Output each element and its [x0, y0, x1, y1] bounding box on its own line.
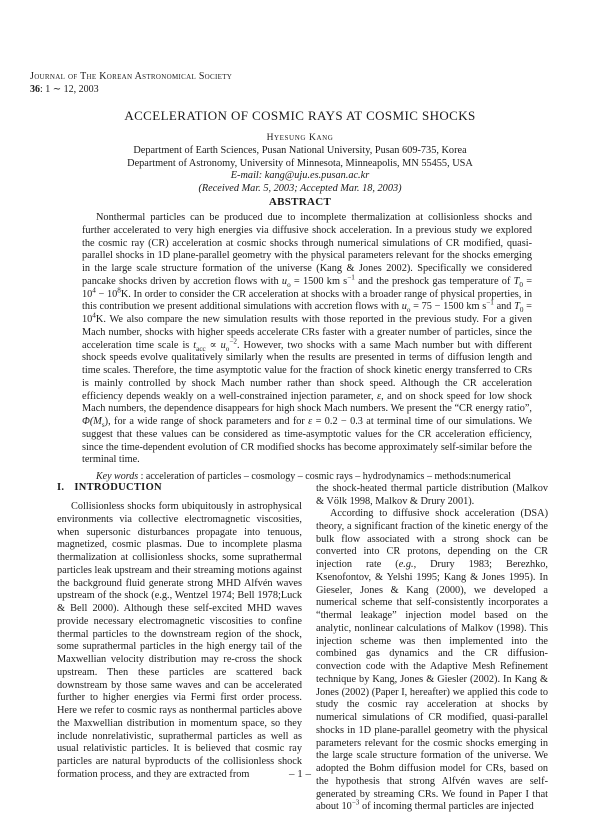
affiliations — [0, 145, 600, 195]
section-title: INTRODUCTION — [74, 482, 162, 493]
intro-paragraph-right-continued: the shock-heated thermal particle distribution (Malkov & Völk 1998, Malkov & Drury 2001). — [316, 483, 548, 507]
abstract-heading: ABSTRACT — [268, 196, 332, 208]
intro-paragraph-left: Collisionless shocks form ubiquitously in astrophysical environments via collective electromagnetic viscosities, when supersonic disturbances propagate into tenuous, magnetized, cosmic plasmas. Due to incomplete plasma thermalization at collisionless shocks, some suprathermal particles leak upstream and their streaming motions against the background fluid generate strong MHD Alfvén waves upstream of the shock (e.g., Wentzel 1974; Bell 1978;Luck & Bell 2000). Although these self-excited MHD waves provide necessary electromagnetic viscosities to confine thermal particles to the downstream region of the shock, some suprathermal particles in the high energy tail of the Maxwellian velocity distribution may re-cross the shock upstream. Then these particles are scattered back downstream by those same waves and can be accelerated further to higher energies via Fermi first order process. Here we refer to cosmic rays as nonthermal particles above the Maxwellian distribution in momentum space, so they include nonrelativistic, suprathermal particles as well as usual relativistic particles. It is believed that cosmic ray particles are natural byproducts of the collisionless shock formation process, and they are extracted from — [57, 501, 302, 780]
paper-title: ACCELERATION OF COSMIC RAYS AT COSMIC SHOCKS — [124, 108, 476, 123]
journal-header — [30, 70, 232, 96]
received-dates: (Received Mar. 5, 2003; Accepted Mar. 18, 2003) — [198, 182, 402, 194]
section-number: I. — [57, 482, 65, 493]
journal-name: Journal of The Korean Astronomical Society — [30, 71, 233, 82]
volume-pages: : 1 ∼ 12, 2003 — [40, 84, 99, 95]
page-number: – 1 – — [289, 768, 311, 780]
abstract-body: Nonthermal particles can be produced due to incomplete thermalization at collisionless shocks and further accelerated to very high energies via diffusive shock acceleration. In a previous study we explored the cosmic ray (CR) acceleration at cosmic shocks through numerical simulations of CR modified, quasi-parallel shocks in 1D plane-parallel geometry with the physical parameters relevant for the shocks emerging in the large scale structure formation of the universe (Kang & Jones 2002). Specifically we considered pancake shocks driven by accretion flows with $u_o = 1500$ km $s^{-1}$ and the preshock gas temperature of $T_0 = 10^4 - 10^8K$. In order to consider the CR acceleration at shocks with a broader range of physical properties, in this contribution we present additional simulations with accretion flows with $u_o = 75 - 1500$ km $s^{-1}$ and $T_0 = 10^4K$. We also compare the new simulation results with those reported in the previous study. For a given Mach number, shocks with higher speeds accelerate CRs faster with a greater number of particles, since the acceleration time scale is $t_{acc} \propto u_o^{-2}$. However, two shocks with a same Mach number but with different shock speeds evolve qualitatively similarly when the results are presented in terms of diffusion length and time scales. Therefore, the time asymptotic value for the fraction of shock kinetic energy transferred to CRs is mainly controlled by shock Mach number rather than shock speed. Although the CR acceleration efficiency depends weakly on a well-constrained injection parameter, ε, and on shock speed for low shock Mach numbers, the dependence disappears for high shock Mach numbers. We present the “CR energy ratio”, $\Phi(M_s)$, for a wide range of shock parameters and for ε = 0.2 − 0.3 at terminal time of our simulations. We suggest that these values can be considered as time-asymptotic values for the CR acceleration efficiency, since the time-dependent evolution of CR modified shocks has become approximately self-similar before the terminal time. — [82, 212, 532, 466]
author-email: E-mail: kang@uju.es.pusan.ac.kr — [230, 170, 370, 182]
volume-number: 36 — [30, 84, 40, 95]
affiliation-2: Department of Astronomy, University of Minnesota, Minneapolis, MN 55455, USA — [127, 157, 473, 169]
intro-paragraph-right: According to diffusive shock acceleration (DSA) theory, a significant fraction of the kinetic energy of the bulk flow associated with a strong shock can be converted into CR protons, depending on the CR injection rate (e.g., Drury 1983; Berezhko, Ksenofontov, & Yelshi 1995; Kang & Jones 1995). In Gieseler, Jones & Kang (2000), we developed a numerical scheme that self-consistently incorporates a “thermal leakage” injection model based on the analytic, nonlinear calculations of Malkov (1998). This injection scheme was then implemented into the combined gas dynamics and the CR diffusion-convection code with the Adaptive Mesh Refinement technique by Kang, Jones & Giesler (2002). In Kang & Jones (2002) (Paper I, hereafter) we applied this code to study the cosmic ray acceleration at shocks by numerical simulations of CR modified, quasi-parallel shocks in 1D plane-parallel geometry with the physical parameters relevant for the cosmic shocks emerging in the large scale structure formation of the universe. We adopted the Bohm diffusion model for CRs, based on the hypothesis that strong Alfvén waves are self-generated by streaming CRs. We found in Paper I that about $10^{-3}$ of incoming thermal particles are injected — [316, 508, 548, 813]
paper-author: Hyesung Kang — [266, 133, 334, 143]
keywords-text: : acceleration of particles – cosmology – cosmic rays – hydrodynamics – methods:numerical — [138, 471, 512, 482]
affiliation-1: Department of Earth Sciences, Pusan National University, Pusan 609-735, Korea — [133, 145, 467, 156]
journal-volume — [30, 83, 232, 96]
section-heading-introduction — [57, 482, 162, 493]
keywords-label: Key words — [96, 471, 139, 482]
